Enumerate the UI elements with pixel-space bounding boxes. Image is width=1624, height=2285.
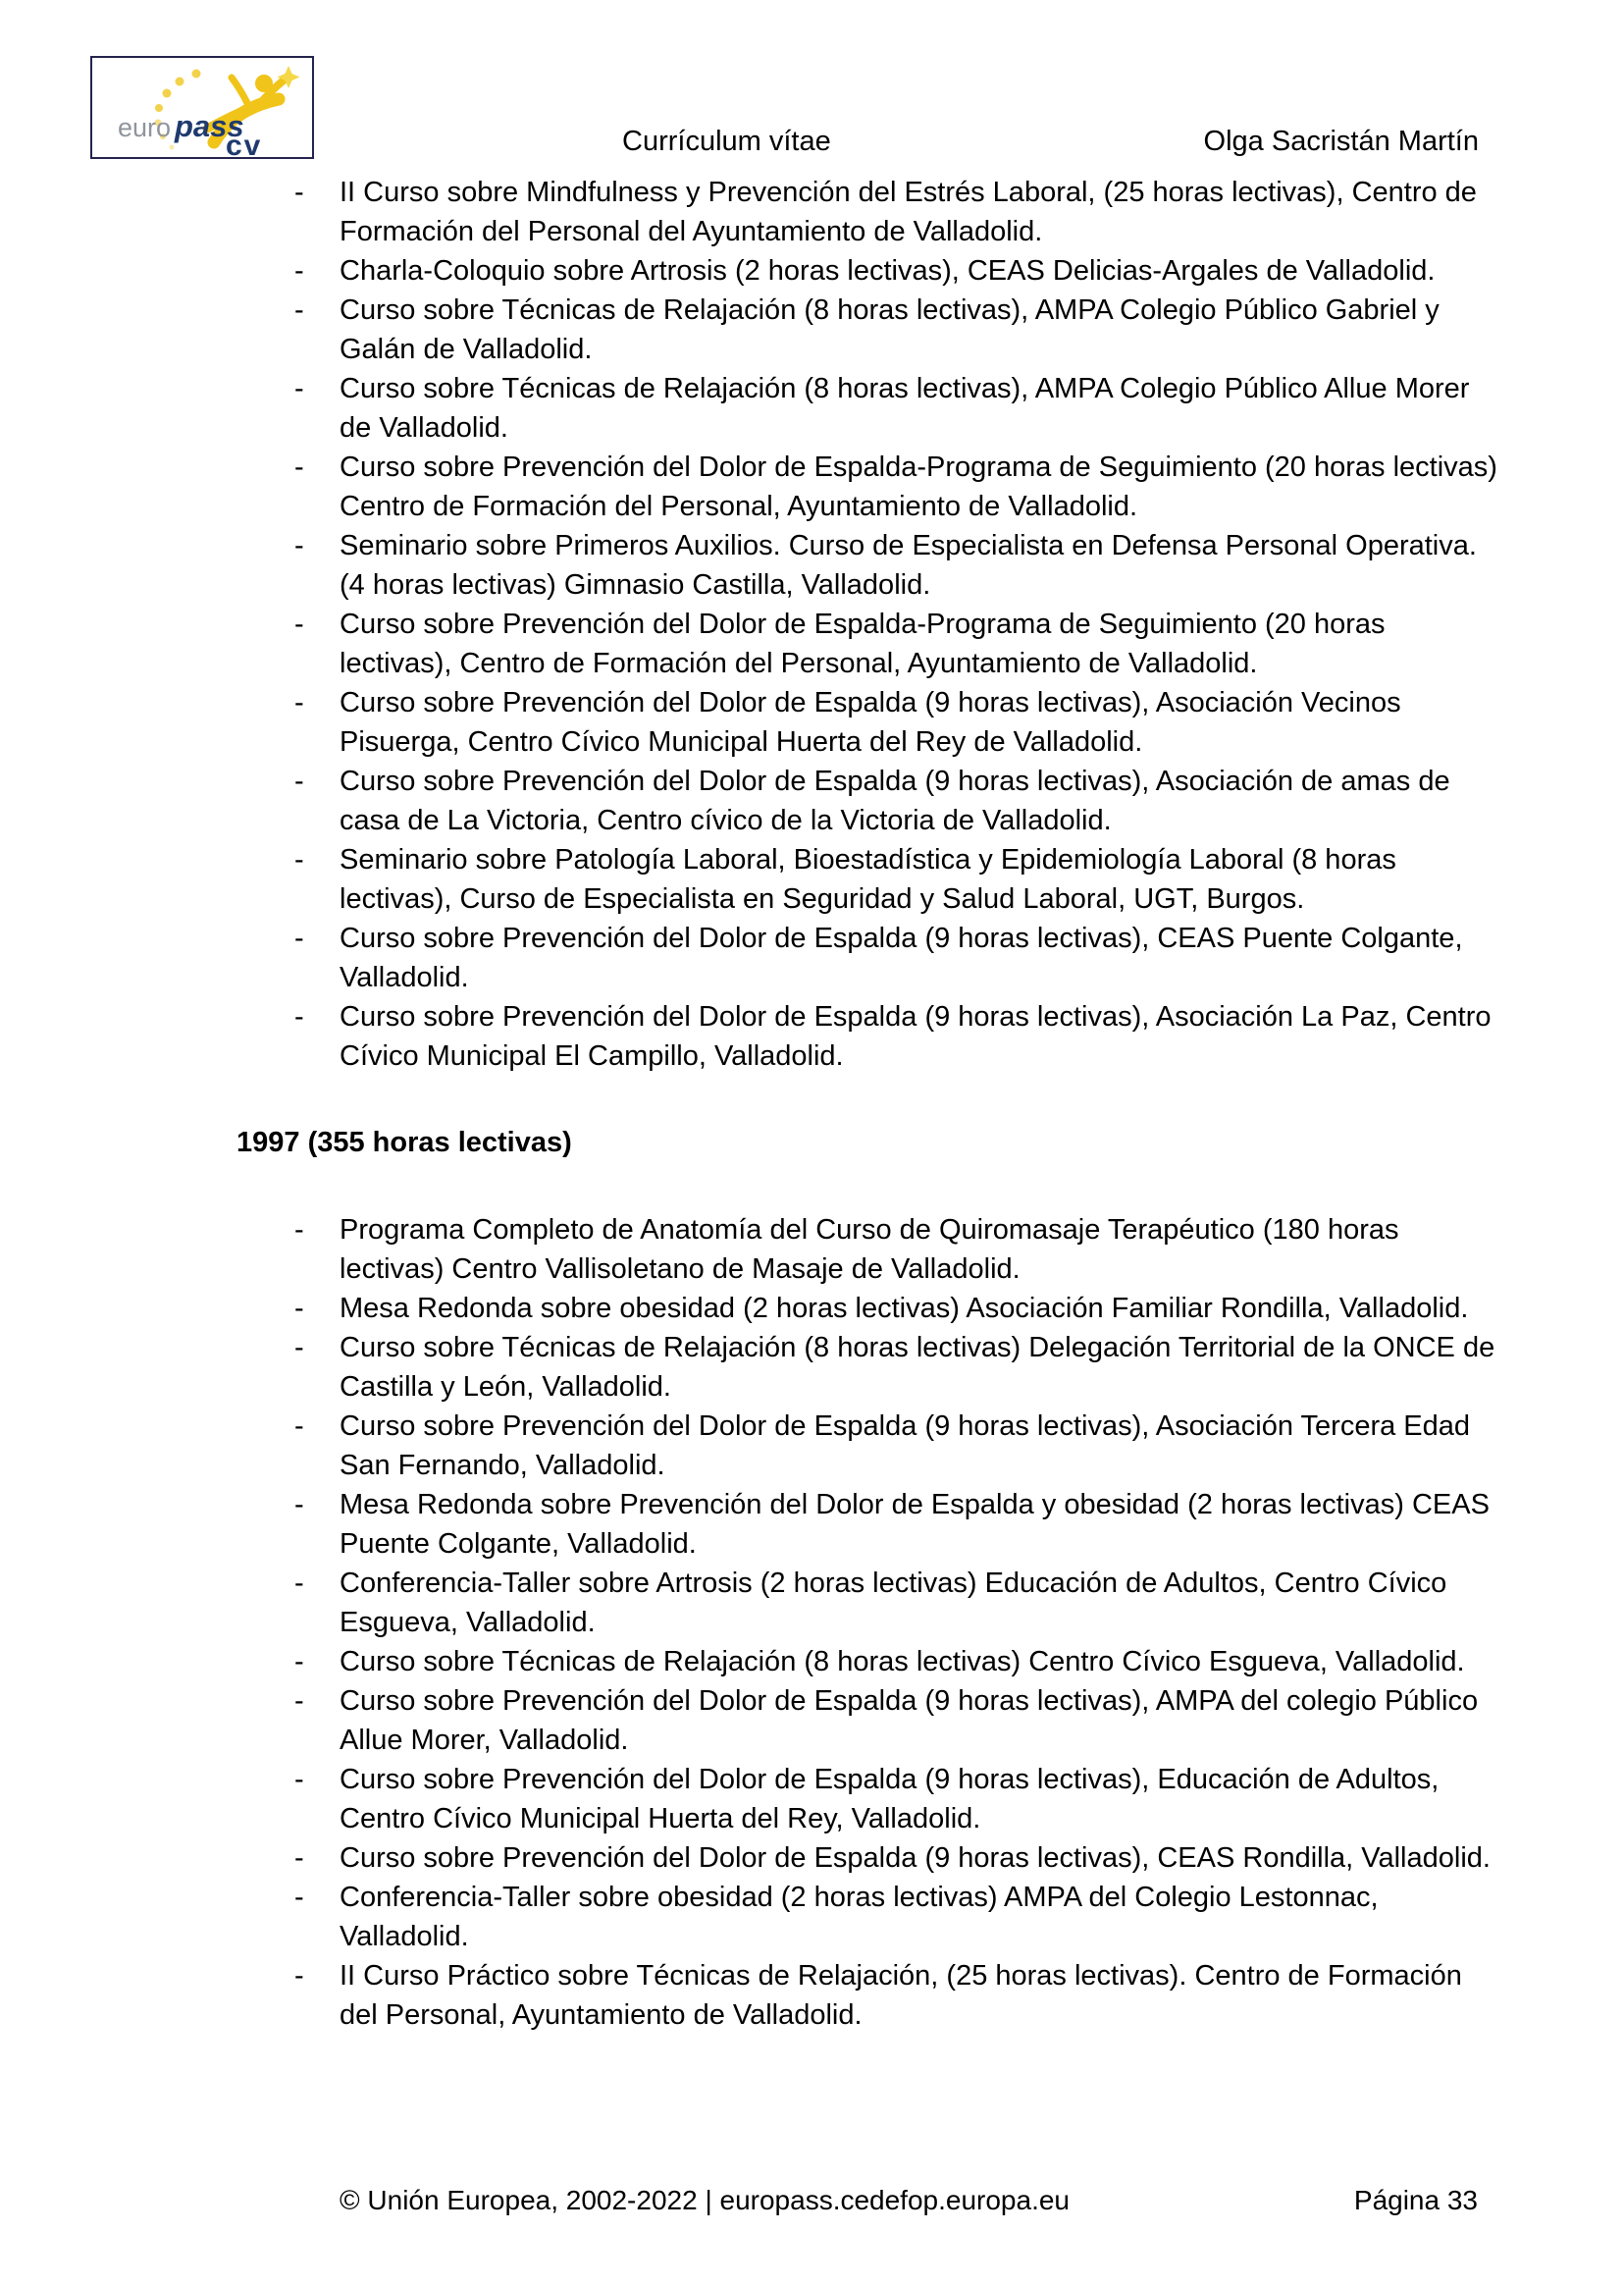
course-item-text: Curso sobre Técnicas de Relajación (8 horas lectivas), AMPA Colegio Público Allue Morer de Valladolid. — [340, 373, 1470, 444]
course-item — [294, 1564, 1504, 1642]
dash-marker: - — [294, 609, 304, 640]
dash-marker: - — [294, 687, 304, 718]
dash-marker: - — [294, 1214, 304, 1246]
course-item — [294, 1407, 1504, 1485]
course-item — [294, 526, 1504, 605]
course-item-text: Curso sobre Prevención del Dolor de Espalda (9 horas lectivas), Asociación de amas de casa de La Victoria, Centro cívico de la Victoria de Valladolid. — [340, 766, 1450, 836]
course-item — [294, 762, 1504, 840]
course-item-text: Curso sobre Prevención del Dolor de Espalda (9 horas lectivas), Asociación Tercera Edad San Fernando, Valladolid. — [340, 1410, 1471, 1481]
footer-copyright: © Unión Europea, 2002-2022 | europass.cedefop.europa.eu — [340, 2185, 1070, 2215]
dash-marker: - — [294, 1960, 304, 1992]
dash-marker: - — [294, 766, 304, 797]
dash-marker: - — [294, 1410, 304, 1442]
course-item-text: Conferencia-Taller sobre Artrosis (2 horas lectivas) Educación de Adultos, Centro Cívico Esgueva, Valladolid. — [340, 1568, 1447, 1638]
course-item-text: Curso sobre Prevención del Dolor de Espalda (9 horas lectivas), CEAS Rondilla, Valladolid. — [340, 1842, 1491, 1874]
dash-marker: - — [294, 1685, 304, 1717]
logo-word-pass: pass — [175, 109, 244, 143]
course-item-text: Curso sobre Prevención del Dolor de Espalda (9 horas lectivas), Asociación La Paz, Centro Cívico Municipal El Campillo, Valladolid. — [340, 1001, 1492, 1072]
dash-marker: - — [294, 294, 304, 326]
logo-word-cv: cv — [226, 130, 263, 157]
dash-marker: - — [294, 1842, 304, 1874]
course-item-text: Charla-Coloquio sobre Artrosis (2 horas lectivas), CEAS Delicias-Argales de Valladolid. — [340, 255, 1436, 287]
dash-marker: - — [294, 255, 304, 287]
course-item-text: Curso sobre Prevención del Dolor de Espalda (9 horas lectivas), Educación de Adultos, Centro Cívico Municipal Huerta del Rey, Valladolid. — [340, 1764, 1440, 1834]
dash-marker: - — [294, 1882, 304, 1913]
course-item — [294, 1289, 1504, 1328]
dash-marker: - — [294, 177, 304, 208]
dash-marker: - — [294, 1646, 304, 1677]
course-item — [294, 1681, 1504, 1760]
dash-marker: - — [294, 373, 304, 404]
dash-marker: - — [294, 923, 304, 954]
course-item-text: Seminario sobre Patología Laboral, Bioestadística y Epidemiología Laboral (8 horas lectivas), Curso de Especialista en Seguridad y Salud Laboral, UGT, Burgos. — [340, 844, 1396, 915]
document-type-title: Currículum vítae — [622, 126, 831, 157]
course-item — [294, 1485, 1504, 1564]
course-item — [294, 1210, 1504, 1289]
course-item — [294, 173, 1504, 251]
dash-marker: - — [294, 1001, 304, 1033]
course-item — [294, 605, 1504, 683]
course-item-text: Programa Completo de Anatomía del Curso de Quiromasaje Terapéutico (180 horas lectivas) Centro Vallisoletano de Masaje de Valladolid. — [340, 1214, 1399, 1285]
course-item-text: Curso sobre Técnicas de Relajación (8 horas lectivas) Centro Cívico Esgueva, Valladolid. — [340, 1646, 1465, 1677]
course-item — [294, 840, 1504, 919]
course-item — [294, 448, 1504, 526]
section-heading-1997: 1997 (355 horas lectivas) — [236, 1127, 572, 1158]
course-item-text: Curso sobre Técnicas de Relajación (8 horas lectivas) Delegación Territorial de la ONCE de Castilla y León, Valladolid. — [340, 1332, 1495, 1403]
course-item-text: Seminario sobre Primeros Auxilios. Curso de Especialista en Defensa Personal Operativa. (4 horas lectivas) Gimnasio Castilla, Valladolid. — [340, 530, 1477, 601]
course-item-text: Curso sobre Prevención del Dolor de Espalda (9 horas lectivas), CEAS Puente Colgante, Valladolid. — [340, 923, 1463, 993]
course-list-continued — [294, 173, 1504, 1076]
course-item-text: Conferencia-Taller sobre obesidad (2 horas lectivas) AMPA del Colegio Lestonnac, Valladolid. — [340, 1882, 1379, 1952]
course-item — [294, 1642, 1504, 1681]
dash-marker: - — [294, 1764, 304, 1795]
course-content — [236, 173, 1504, 2035]
course-item — [294, 1838, 1504, 1878]
course-item — [294, 997, 1504, 1076]
course-item — [294, 1760, 1504, 1838]
logo-word-euro: euro — [118, 113, 172, 142]
course-item-text: II Curso sobre Mindfulness y Prevención del Estrés Laboral, (25 horas lectivas), Centro de Formación del Personal del Ayuntamiento de Valladolid. — [340, 177, 1477, 247]
dash-marker: - — [294, 844, 304, 876]
figure-head-icon — [255, 75, 273, 92]
course-list-1997 — [294, 1210, 1504, 2035]
course-item — [294, 291, 1504, 369]
course-item-text: Curso sobre Prevención del Dolor de Espalda-Programa de Seguimiento (20 horas lectivas), Centro de Formación del Personal, Ayuntamiento de Valladolid. — [340, 609, 1386, 679]
course-item-text: II Curso Práctico sobre Técnicas de Relajación, (25 horas lectivas). Centro de Formación del Personal, Ayuntamiento de Valladolid. — [340, 1960, 1462, 2031]
course-item — [294, 1956, 1504, 2035]
person-name: Olga Sacristán Martín — [1203, 126, 1479, 157]
course-item — [294, 919, 1504, 997]
course-item — [294, 683, 1504, 762]
dash-marker: - — [294, 1293, 304, 1324]
dash-marker: - — [294, 452, 304, 483]
course-item-text: Mesa Redonda sobre Prevención del Dolor de Espalda y obesidad (2 horas lectivas) CEAS Puente Colgante, Valladolid. — [340, 1489, 1490, 1560]
course-item — [294, 369, 1504, 448]
course-item — [294, 251, 1504, 291]
dash-marker: - — [294, 1332, 304, 1363]
dash-marker: - — [294, 1489, 304, 1520]
course-item-text: Curso sobre Técnicas de Relajación (8 horas lectivas), AMPA Colegio Público Gabriel y Galán de Valladolid. — [340, 294, 1440, 365]
dash-marker: - — [294, 1568, 304, 1599]
course-item-text: Curso sobre Prevención del Dolor de Espalda-Programa de Seguimiento (20 horas lectivas) Centro de Formación del Personal, Ayuntamiento de Valladolid. — [340, 452, 1497, 522]
course-item — [294, 1328, 1504, 1407]
course-item-text: Curso sobre Prevención del Dolor de Espalda (9 horas lectivas), Asociación Vecinos Pisuerga, Centro Cívico Municipal Huerta del Rey de Valladolid. — [340, 687, 1401, 758]
europass-logo-graphic — [92, 58, 312, 157]
course-item-text: Mesa Redonda sobre obesidad (2 horas lectivas) Asociación Familiar Rondilla, Valladolid. — [340, 1293, 1469, 1324]
dash-marker: - — [294, 530, 304, 561]
footer-page-number: Página 33 — [1353, 2185, 1478, 2215]
course-item-text: Curso sobre Prevención del Dolor de Espalda (9 horas lectivas), AMPA del colegio Público Allue Morer, Valladolid. — [340, 1685, 1479, 1756]
europass-logo — [90, 56, 314, 159]
course-item — [294, 1878, 1504, 1956]
